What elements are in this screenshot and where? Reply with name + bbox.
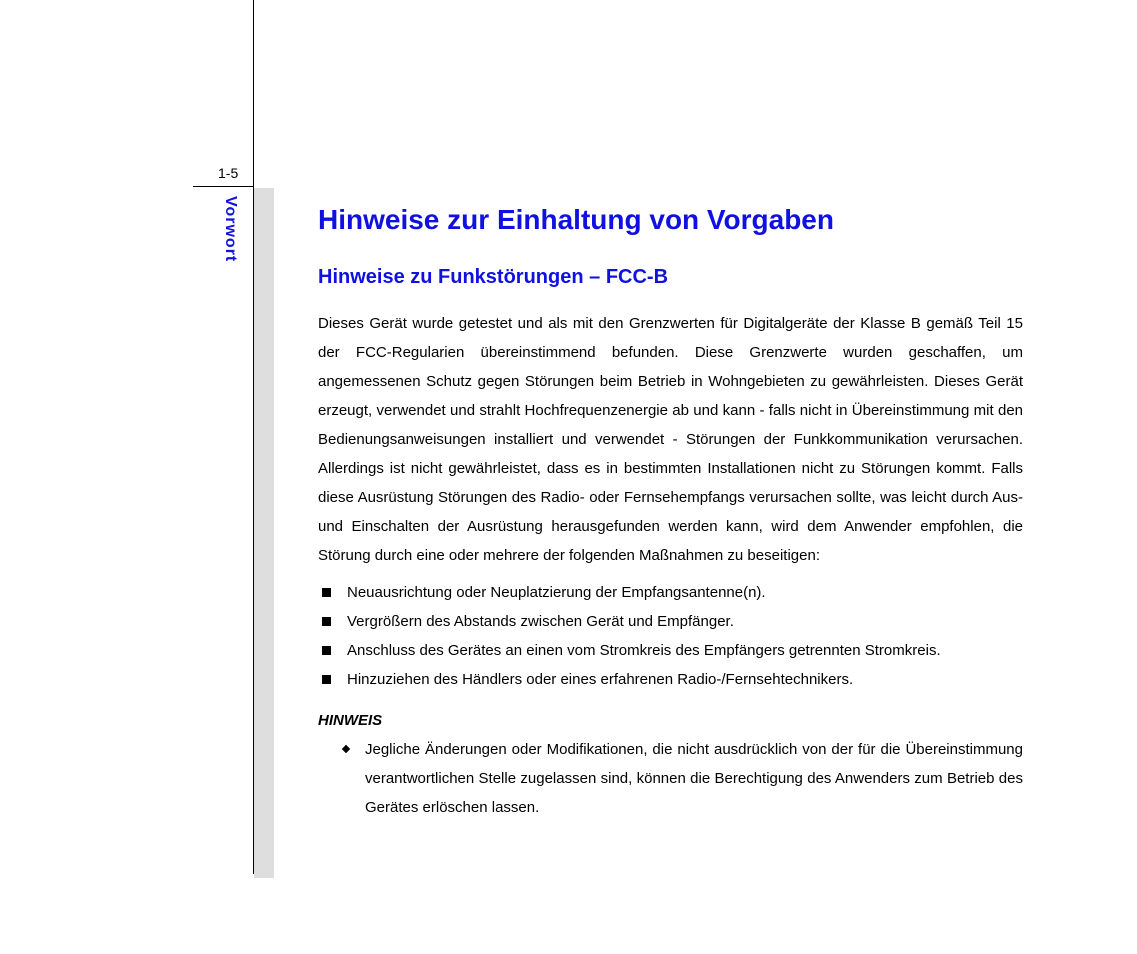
note-title: HINWEIS [318,712,383,729]
note-item [318,735,1023,822]
section-label: Vorwort [222,196,239,263]
list-item [318,607,1023,636]
main-content [318,200,1023,822]
page-title: Hinweise zur Einhaltung von Vorgaben [318,204,834,235]
note-text: Jegliche Änderungen oder Modifikationen, die nicht ausdrücklich von der für die Übereinstimmung verantwortlichen Stelle zugelassen sind, können die Berechtigung des Anwenders zum Betrieb des Gerätes erlöschen lassen. [365,741,1023,816]
list-item [318,665,1023,694]
list-item [318,636,1023,665]
square-bullet-icon [322,588,331,597]
list-item-text: Anschluss des Gerätes an einen vom Stromkreis des Empfängers getrennten Stromkreis. [347,642,941,659]
page-number-rule [193,186,254,187]
list-item-text: Neuausrichtung oder Neuplatzierung der Empfangsantenne(n). [347,584,766,601]
list-item-text: Vergrößern des Abstands zwischen Gerät und Empfänger. [347,613,734,630]
measures-list [318,578,1023,694]
list-item [318,578,1023,607]
diamond-bullet-icon [342,745,350,753]
square-bullet-icon [322,617,331,626]
page-number: 1-5 [218,165,239,181]
side-band [254,188,274,878]
section-title: Hinweise zu Funkstörungen – FCC-B [318,266,669,288]
square-bullet-icon [322,646,331,655]
list-item-text: Hinzuziehen des Händlers oder eines erfahrenen Radio-/Fernsehtechnikers. [347,671,854,688]
body-paragraph: Dieses Gerät wurde getestet und als mit den Grenzwerten für Digitalgeräte der Klasse B gemäß Teil 15 der FCC-Regularien übereinstimmend befunden. Diese Grenzwerte wurden geschaffen, um angemessenen Schutz gegen Störungen beim Betrieb in Wohngebieten zu gewährleisten. Dieses Gerät erzeugt, verwendet und strahlt Hochfrequenzenergie ab und kann - falls nicht in Übereinstimmung mit den Bedienungsanweisungen installiert und verwendet - Störungen der Funkkommunikation verursachen. Allerdings ist nicht gewährleistet, dass es in bestimmten Installationen nicht zu Störungen kommt. Falls diese Ausrüstung Störungen des Radio- oder Fernsehempfangs verursachen sollte, was leicht durch Aus- und Einschalten der Ausrüstung herausgefunden werden kann, wird dem Anwender empfohlen, die Störung durch eine oder mehrere der folgenden Maßnahmen zu beseitigen: [318,315,1023,564]
square-bullet-icon [322,675,331,684]
